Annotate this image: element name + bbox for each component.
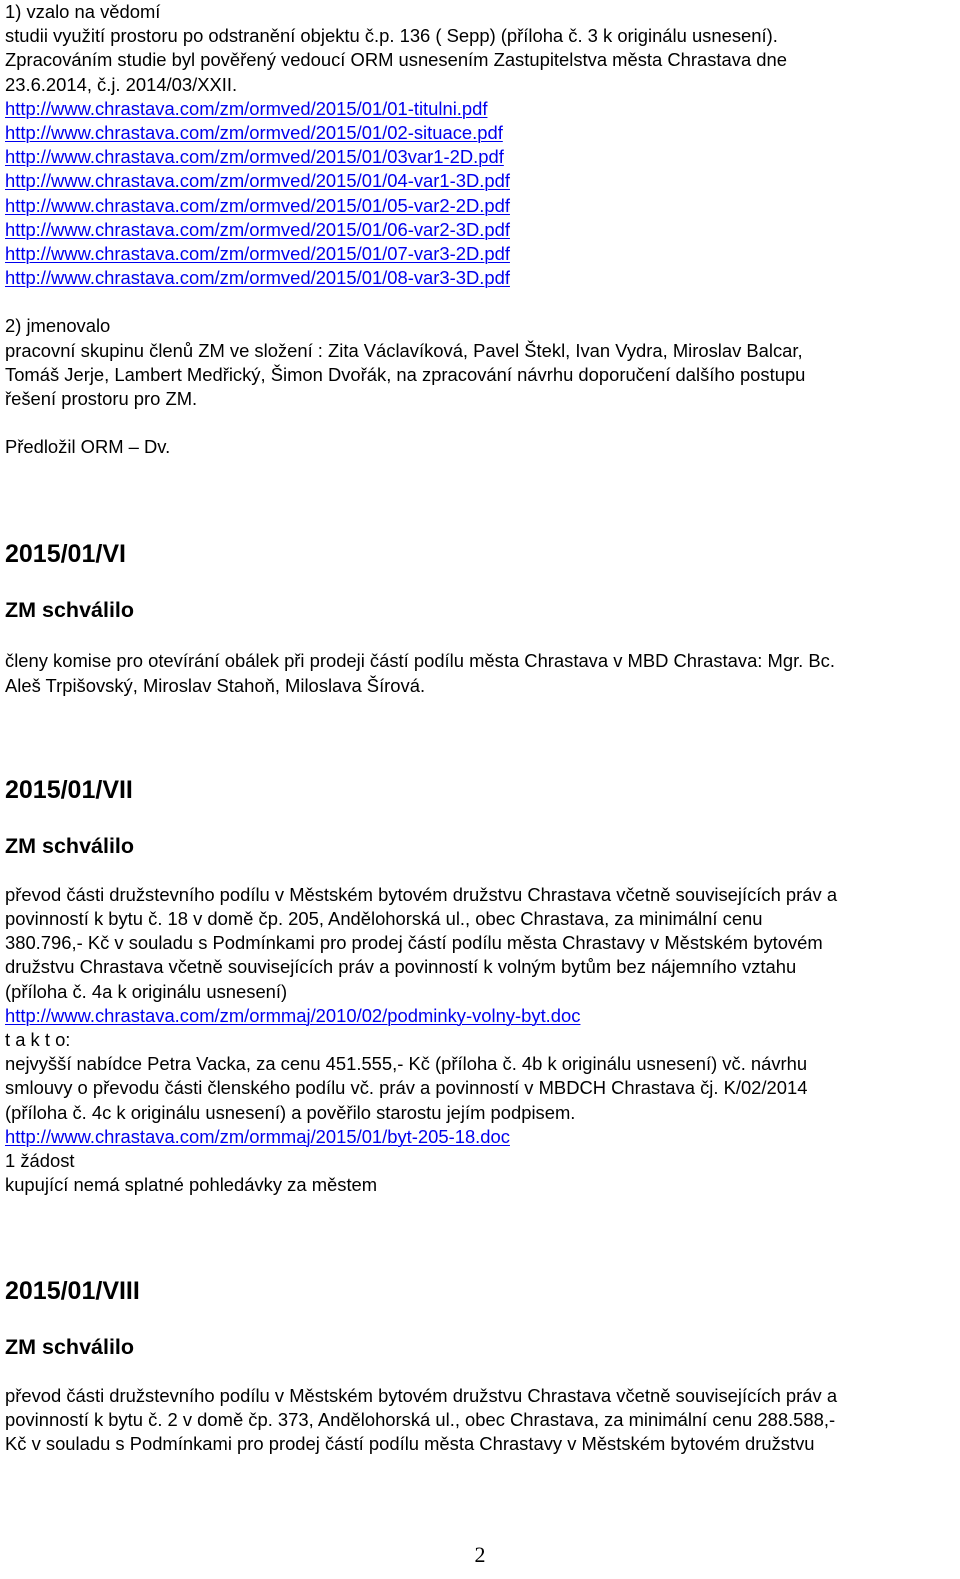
takto-label: t a k t o: bbox=[5, 1029, 71, 1051]
attachment-link-titulni[interactable]: http://www.chrastava.com/zm/ormved/2015/01/01-titulni.pdf bbox=[5, 97, 488, 119]
resolution-text-vi: členy komise pro otevírání obálek při prodeji částí podílu města Chrastava v MBD Chrastava: Mgr. Bc. bbox=[5, 650, 835, 672]
resolution-text-viii: převod části družstevního podílu v Městském bytovém družstvu Chrastava včetně souvisejících práv a bbox=[5, 1384, 838, 1406]
resolution-number-vi: 2015/01/VI bbox=[5, 540, 126, 569]
item2-heading: 2) jmenovalo bbox=[5, 315, 111, 337]
resolution-text-vii: nejvyšší nabídce Petra Vacka, za cenu 451.555,- Kč (příloha č. 4b k originálu usnesení) vč. návrhu bbox=[5, 1053, 808, 1075]
resolution-text-viii: povinností k bytu č. 2 v domě čp. 373, Andělohorská ul., obec Chrastava, za minimální cenu 288.588,- bbox=[5, 1408, 836, 1430]
resolution-verdict-viii: ZM schválilo bbox=[5, 1334, 135, 1359]
resolution-text-vii: (příloha č. 4c k originálu usnesení) a pověřilo starostu jejím podpisem. bbox=[5, 1101, 576, 1123]
submitted-by: Předložil ORM – Dv. bbox=[5, 436, 171, 458]
resolution-text-vii: povinností k bytu č. 18 v domě čp. 205, Andělohorská ul., obec Chrastava, za minimální cenu bbox=[5, 908, 763, 930]
resolution-text-vii: 380.796,- Kč v souladu s Podmínkami pro prodej částí podílu města Chrastavy v Městském bytovém bbox=[5, 932, 823, 954]
resolution-number-vii: 2015/01/VII bbox=[5, 775, 133, 804]
page-number: 2 bbox=[474, 1542, 486, 1567]
resolution-text-vii: (příloha č. 4a k originálu usnesení) bbox=[5, 980, 288, 1002]
item1-line: studii využití prostoru po odstranění objektu č.p. 136 ( Sepp) (příloha č. 3 k originálu usnesení). bbox=[5, 25, 778, 47]
buyer-note: kupující nemá splatné pohledávky za městem bbox=[5, 1174, 378, 1196]
resolution-text-viii: Kč v souladu s Podmínkami pro prodej částí podílu města Chrastavy v Městském bytovém družstvu bbox=[5, 1432, 815, 1454]
attachment-link-var1-2d[interactable]: http://www.chrastava.com/zm/ormved/2015/01/03var1-2D.pdf bbox=[5, 146, 504, 168]
resolution-verdict-vii: ZM schválilo bbox=[5, 833, 135, 858]
document-page bbox=[5, 0, 955, 1456]
attachment-link-var2-2d[interactable]: http://www.chrastava.com/zm/ormved/2015/01/05-var2-2D.pdf bbox=[5, 194, 510, 216]
attachment-link-var3-2d[interactable]: http://www.chrastava.com/zm/ormved/2015/01/07-var3-2D.pdf bbox=[5, 243, 510, 265]
attachment-link-situace[interactable]: http://www.chrastava.com/zm/ormved/2015/01/02-situace.pdf bbox=[5, 122, 503, 144]
item1-heading: 1) vzalo na vědomí bbox=[5, 1, 161, 22]
attachment-link-var3-3d[interactable]: http://www.chrastava.com/zm/ormved/2015/01/08-var3-3D.pdf bbox=[5, 267, 510, 289]
resolution-text-vii: smlouvy o převodu části členského podílu vč. práv a povinností v MBDCH Chrastava čj. K/02/2014 bbox=[5, 1077, 808, 1099]
conditions-doc-link[interactable]: http://www.chrastava.com/zm/ormmaj/2010/02/podminky-volny-byt.doc bbox=[5, 1004, 581, 1026]
resolution-verdict-vi: ZM schválilo bbox=[5, 598, 135, 623]
flat-doc-link[interactable]: http://www.chrastava.com/zm/ormmaj/2015/01/byt-205-18.doc bbox=[5, 1125, 510, 1147]
item2-line: pracovní skupinu členů ZM ve složení : Zita Václavíková, Pavel Štekl, Ivan Vydra, Miroslav Balcar, bbox=[5, 339, 803, 361]
item2-line: Tomáš Jerje, Lambert Medřický, Šimon Dvořák, na zpracování návrhu doporučení dalšího postupu bbox=[5, 363, 806, 385]
resolution-text-vii: převod části družstevního podílu v Městském bytovém družstvu Chrastava včetně souvisejících práv a bbox=[5, 883, 838, 905]
item2-line: řešení prostoru pro ZM. bbox=[5, 388, 198, 410]
resolution-text-vi: Aleš Trpišovský, Miroslav Stahoň, Miloslava Šírová. bbox=[5, 674, 426, 696]
item1-line: Zpracováním studie byl pověřený vedoucí ORM usnesením Zastupitelstva města Chrastava dne bbox=[5, 49, 787, 71]
attachment-link-var1-3d[interactable]: http://www.chrastava.com/zm/ormved/2015/01/04-var1-3D.pdf bbox=[5, 170, 510, 192]
resolution-number-viii: 2015/01/VIII bbox=[5, 1276, 140, 1305]
item1-line: 23.6.2014, č.j. 2014/03/XXII. bbox=[5, 73, 238, 95]
requests-count: 1 žádost bbox=[5, 1150, 75, 1172]
resolution-text-vii: družstvu Chrastava včetně souvisejících práv a povinností k volným bytům bez nájemního vztahu bbox=[5, 956, 797, 978]
attachment-link-var2-3d[interactable]: http://www.chrastava.com/zm/ormved/2015/01/06-var2-3D.pdf bbox=[5, 218, 510, 240]
